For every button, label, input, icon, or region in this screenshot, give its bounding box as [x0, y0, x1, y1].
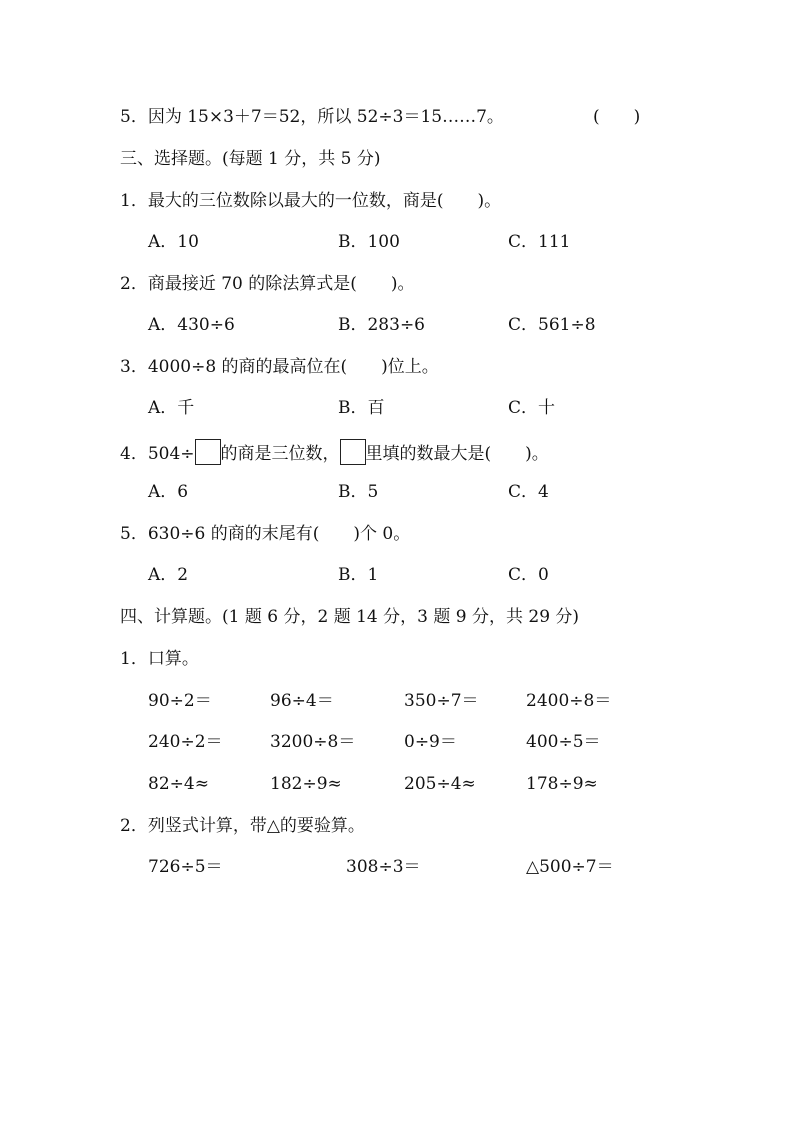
vertical-calc-title: 2．列竖式计算，带△的要验算。	[120, 816, 365, 836]
oral-calc-item: 205÷4≈	[404, 774, 476, 794]
q5-option-a[interactable]: A．2	[148, 565, 189, 585]
answer-bracket[interactable]: ( )	[593, 107, 641, 127]
q1-option-b[interactable]: B．100	[338, 232, 400, 252]
q4-option-b[interactable]: B．5	[338, 482, 379, 502]
q2-option-b[interactable]: B．283÷6	[338, 315, 426, 335]
oral-calc-item: 0÷9＝	[404, 732, 457, 752]
oral-calc-item: 3200÷8＝	[270, 732, 356, 752]
vertical-calc-item: 308÷3＝	[346, 857, 421, 877]
q3-option-b[interactable]: B．百	[338, 398, 385, 418]
vertical-calc-item: 726÷5＝	[148, 857, 223, 877]
blank-box-reference	[340, 439, 366, 465]
q1-option-c[interactable]: C．111	[508, 232, 571, 252]
q3-option-c[interactable]: C．十	[508, 398, 556, 418]
oral-calc-item: 182÷9≈	[270, 774, 342, 794]
q2-option-c[interactable]: C．561÷8	[508, 315, 596, 335]
question-3-stem: 3．4000÷8 的商的最高位在( )位上。	[120, 357, 439, 377]
oral-calc-item: 240÷2＝	[148, 732, 223, 752]
q5-option-b[interactable]: B．1	[338, 565, 379, 585]
question-4-stem-part-3: 里填的数最大是( )。	[365, 444, 549, 464]
section-4-heading: 四、计算题。(1 题 6 分，2 题 14 分，3 题 9 分，共 29 分)	[120, 607, 580, 627]
q4-option-a[interactable]: A．6	[148, 482, 189, 502]
oral-calc-item: 82÷4≈	[148, 774, 209, 794]
q2-option-a[interactable]: A．430÷6	[148, 315, 235, 335]
oral-calc-item: 90÷2＝	[148, 691, 212, 711]
question-4-stem-part-1: 4．504÷	[120, 444, 195, 464]
blank-box[interactable]	[195, 439, 221, 465]
section-3-heading: 三、选择题。(每题 1 分，共 5 分)	[120, 149, 381, 169]
question-1-stem: 1．最大的三位数除以最大的一位数，商是( )。	[120, 191, 502, 211]
q4-option-c[interactable]: C．4	[508, 482, 549, 502]
oral-calc-item: 178÷9≈	[526, 774, 598, 794]
vertical-calc-item: △500÷7＝	[526, 857, 614, 877]
oral-calc-item: 96÷4＝	[270, 691, 334, 711]
oral-calc-item: 400÷5＝	[526, 732, 601, 752]
question-5-stem: 5．630÷6 的商的末尾有( )个 0。	[120, 524, 411, 544]
question-4-stem	[120, 439, 549, 466]
oral-calc-item: 2400÷8＝	[526, 691, 612, 711]
q1-option-a[interactable]: A．10	[148, 232, 199, 252]
q3-option-a[interactable]: A．千	[148, 398, 195, 418]
judgement-item-5: 5．因为 15×3＋7＝52，所以 52÷3＝15……7。	[120, 107, 504, 127]
oral-calc-item: 350÷7＝	[404, 691, 479, 711]
q5-option-c[interactable]: C．0	[508, 565, 549, 585]
question-2-stem: 2．商最接近 70 的除法算式是( )。	[120, 274, 415, 294]
question-4-stem-part-2: 的商是三位数，	[220, 444, 340, 464]
oral-calc-title: 1．口算。	[120, 649, 199, 669]
